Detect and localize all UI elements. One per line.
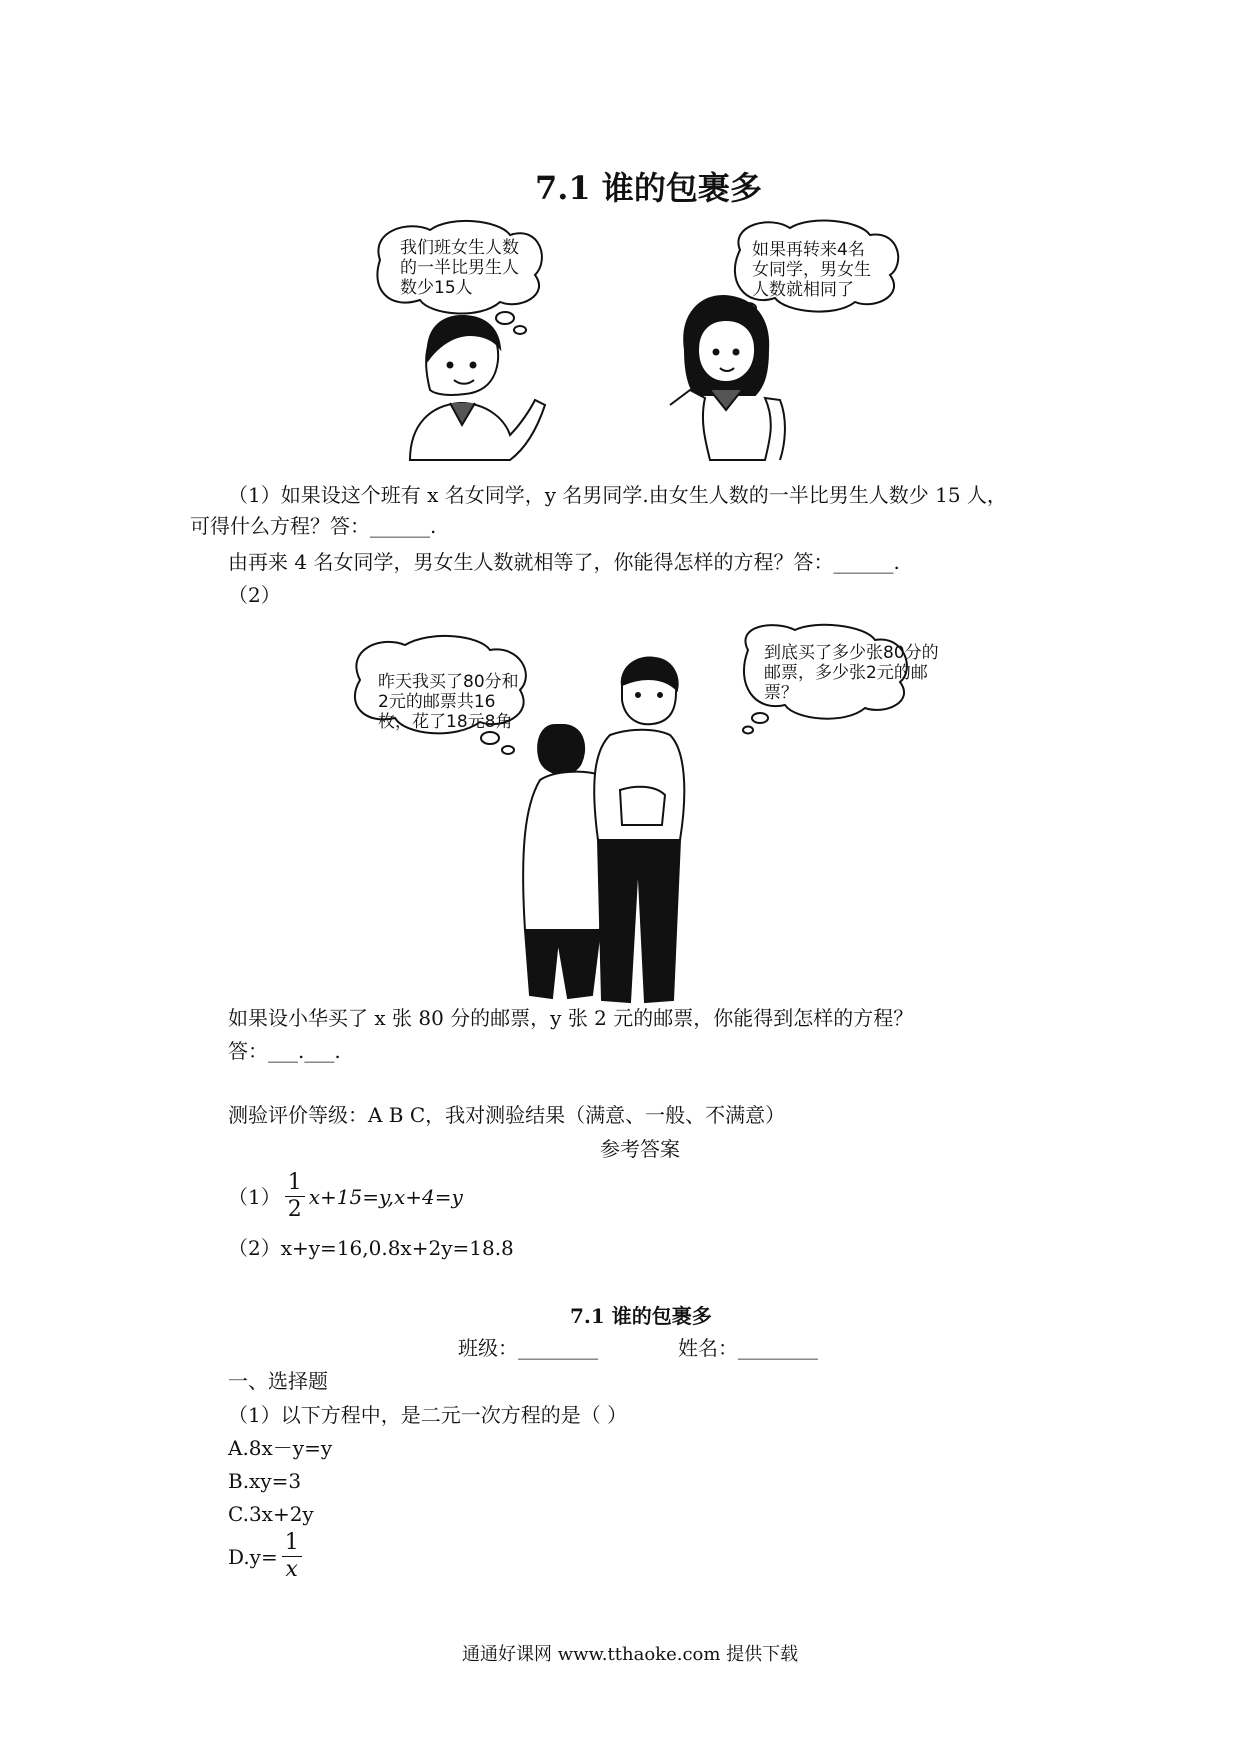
girl-figure — [670, 296, 785, 460]
man-right-figure — [594, 657, 684, 1002]
bubble-left-text: 昨天我买了80分和2元的邮票共16枚，花了18元8角 — [378, 672, 519, 732]
option-d-fraction — [282, 1530, 302, 1583]
answer-1 — [228, 1170, 463, 1223]
section-heading-choice: 一、选择题 — [228, 1369, 328, 1393]
answer-1-fraction — [285, 1170, 305, 1223]
answers-heading: 参考答案 — [600, 1137, 680, 1161]
class-field-label: 班级：________ — [458, 1336, 598, 1360]
footer-text: 通通好课网 www.tthaoke.com 提供下载 — [462, 1644, 799, 1665]
option-c: C.3x+2y — [228, 1502, 314, 1526]
name-field-label: 姓名：________ — [678, 1336, 818, 1360]
answer-1-numerator: 1 — [285, 1170, 305, 1197]
answer-1-prefix: （1） — [228, 1184, 281, 1209]
question-2-label: （2） — [228, 583, 281, 607]
question-2-line-1: 如果设小华买了 x 张 80 分的邮票，y 张 2 元的邮票，你能得到怎样的方程？ — [228, 1006, 914, 1030]
question-1-line-3: 由再来 4 名女同学，男女生人数就相等了，你能得怎样的方程？答：______. — [228, 550, 900, 574]
answer-2: （2）x+y=16,0.8x+2y=18.8 — [228, 1236, 514, 1260]
question-1-line-2: 可得什么方程？答：______. — [190, 514, 437, 538]
question-2-answer-line: 答：___.___. — [228, 1039, 341, 1063]
page-title: 7.1 谁的包裹多 — [535, 169, 762, 207]
answer-1-denominator: 2 — [287, 1197, 302, 1222]
answer-1-rest: x+15=y,x+4=y — [308, 1184, 463, 1209]
option-d-numerator: 1 — [282, 1530, 302, 1557]
option-d — [228, 1530, 306, 1583]
evaluation-line: 测验评价等级：A B C，我对测验结果（满意、一般、不满意） — [228, 1103, 786, 1127]
option-d-prefix: D.y= — [228, 1544, 278, 1569]
bubble-girl-text: 如果再转来4名女同学，男女生人数就相同了 — [752, 240, 871, 300]
bubble-right-text: 到底买了多少张80分的邮票，多少张2元的邮票？ — [764, 643, 939, 703]
option-a: A.8x－y=y — [228, 1436, 333, 1460]
boy-figure — [410, 316, 545, 460]
bubble-boy-text: 我们班女生人数的一半比男生人数少15人 — [400, 238, 519, 298]
worksheet-title: 7.1 谁的包裹多 — [570, 1304, 712, 1328]
worksheet-question-1: （1）以下方程中，是二元一次方程的是（ ） — [228, 1403, 628, 1427]
option-b: B.xy=3 — [228, 1469, 302, 1493]
option-d-denominator: x — [285, 1557, 298, 1582]
question-1-line-1: （1）如果设这个班有 x 名女同学，y 名男同学.由女生人数的一半比男生人数少 15 人， — [228, 483, 1007, 507]
